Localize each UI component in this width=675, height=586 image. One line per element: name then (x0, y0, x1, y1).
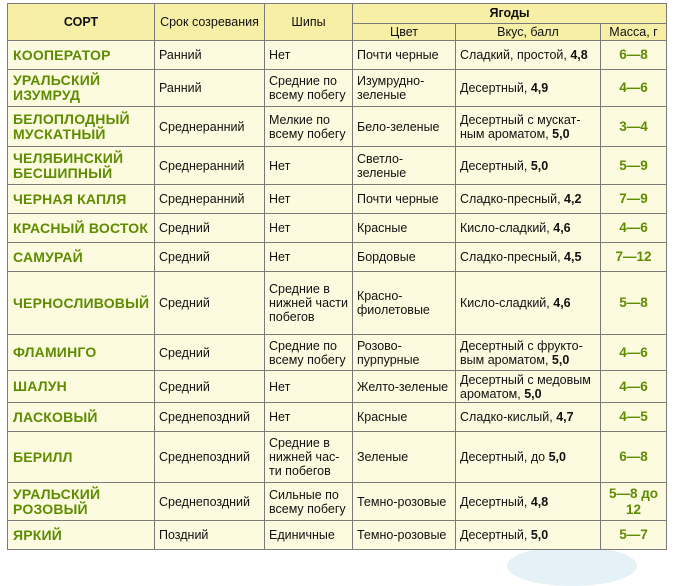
header-variety: СОРТ (8, 4, 155, 41)
taste-cell (456, 371, 601, 403)
variety-name: УРАЛЬСКИЙ РОЗОВЫЙ (8, 483, 155, 521)
table-container (7, 3, 666, 550)
taste-cell (456, 335, 601, 371)
taste-score: 4,6 (553, 221, 571, 235)
mass-cell: 4—5 (601, 403, 667, 432)
variety-name: БЕРИЛЛ (8, 432, 155, 483)
variety-name: УРАЛЬСКИЙ ИЗУМРУД (8, 70, 155, 107)
thorns-cell: Средние по всему побегу (265, 335, 353, 371)
table-row (8, 335, 667, 371)
taste-text: Десертный с медовым ароматом, (460, 372, 591, 401)
table-row (8, 214, 667, 243)
table-row (8, 107, 667, 147)
ripening-cell: Среднепоздний (155, 432, 265, 483)
color-cell: Темно-розовые (353, 521, 456, 550)
taste-cell (456, 147, 601, 185)
header-ripening: Срок созревания (155, 4, 265, 41)
taste-cell (456, 214, 601, 243)
variety-name: ЛАСКОВЫЙ (8, 403, 155, 432)
taste-score: 4,8 (530, 494, 549, 509)
thorns-cell: Нет (265, 214, 353, 243)
mass-cell: 4—6 (601, 371, 667, 403)
thorns-cell: Нет (265, 185, 353, 214)
variety-name: ШАЛУН (8, 371, 155, 403)
table-row (8, 371, 667, 403)
taste-text: Сладко-пресный, (460, 250, 561, 264)
thorns-cell: Средние по всему побегу (265, 70, 353, 107)
taste-text: Десертный, (460, 158, 528, 173)
taste-score: 4,2 (564, 192, 582, 206)
color-cell: Зеленые (353, 432, 456, 483)
variety-name: ЧЕЛЯБИНСКИЙ БЕСШИПНЫЙ (8, 147, 155, 185)
taste-score: 5,0 (548, 450, 566, 464)
taste-score: 5,0 (552, 126, 570, 141)
thorns-cell: Средние в нижней час-ти побегов (265, 432, 353, 483)
color-cell: Красные (353, 403, 456, 432)
color-cell: Изумрудно-зеленые (353, 70, 456, 107)
mass-cell: 5—8 (601, 272, 667, 335)
taste-score: 5,0 (530, 158, 549, 173)
taste-text: Кисло-сладкий, (460, 296, 550, 310)
color-cell: Почти черные (353, 185, 456, 214)
thorns-cell: Сильные по всему побегу (265, 483, 353, 521)
taste-score: 4,8 (570, 48, 588, 62)
taste-cell (456, 243, 601, 272)
color-cell: Бордовые (353, 243, 456, 272)
taste-text: Сладко-кислый, (460, 410, 553, 424)
ripening-cell: Средний (155, 272, 265, 335)
taste-text: Десертный, (460, 81, 528, 95)
mass-cell: 5—7 (601, 521, 667, 550)
taste-cell (456, 403, 601, 432)
taste-score: 4,5 (564, 250, 582, 264)
color-cell: Розово-пурпурные (353, 335, 456, 371)
mass-cell: 4—6 (601, 214, 667, 243)
taste-text: Десертный, (460, 528, 528, 542)
taste-score: 4,9 (530, 81, 549, 95)
mass-cell: 6—8 (601, 432, 667, 483)
ripening-cell: Средний (155, 371, 265, 403)
ripening-cell: Среднепоздний (155, 483, 265, 521)
taste-text: Десертный с фрукто-вым ароматом, (460, 338, 583, 367)
variety-name: ЯРКИЙ (8, 521, 155, 550)
mass-cell: 4—6 (601, 335, 667, 371)
taste-cell (456, 521, 601, 550)
thorns-cell: Мелкие по всему побегу (265, 107, 353, 147)
table-row (8, 185, 667, 214)
table-row (8, 483, 667, 521)
ripening-cell: Ранний (155, 70, 265, 107)
taste-score: 5,0 (530, 528, 549, 542)
color-cell: Светло-зеленые (353, 147, 456, 185)
decorative-background-shape (507, 546, 637, 586)
mass-cell: 7—9 (601, 185, 667, 214)
taste-cell (456, 70, 601, 107)
taste-score: 5,0 (524, 386, 542, 401)
taste-cell (456, 483, 601, 521)
taste-text: Кисло-сладкий, (460, 221, 550, 235)
table-row (8, 70, 667, 107)
thorns-cell: Единичные (265, 521, 353, 550)
mass-cell: 7—12 (601, 243, 667, 272)
color-cell: Красно-фиолетовые (353, 272, 456, 335)
header-berries: Ягоды (353, 4, 667, 24)
variety-name: КООПЕРАТОР (8, 41, 155, 70)
ripening-cell: Средний (155, 214, 265, 243)
thorns-cell: Нет (265, 403, 353, 432)
thorns-cell: Нет (265, 147, 353, 185)
table-row (8, 403, 667, 432)
header-mass: Масса, г (601, 24, 667, 41)
ripening-cell: Поздний (155, 521, 265, 550)
taste-text: Десертный с мускат-ным ароматом, (460, 112, 581, 141)
variety-name: КРАСНЫЙ ВОСТОК (8, 214, 155, 243)
taste-cell (456, 432, 601, 483)
taste-text: Десертный, (460, 494, 528, 509)
taste-text: Сладко-пресный, (460, 192, 561, 206)
taste-score: 4,6 (553, 296, 571, 310)
table-row (8, 243, 667, 272)
variety-name: САМУРАЙ (8, 243, 155, 272)
taste-cell (456, 107, 601, 147)
thorns-cell: Нет (265, 41, 353, 70)
taste-cell (456, 41, 601, 70)
table-row (8, 521, 667, 550)
taste-score: 4,7 (556, 410, 574, 424)
thorns-cell: Нет (265, 371, 353, 403)
color-cell: Желто-зеленые (353, 371, 456, 403)
taste-cell (456, 272, 601, 335)
table-row (8, 41, 667, 70)
ripening-cell: Средний (155, 243, 265, 272)
thorns-cell: Средние в нижней части побегов (265, 272, 353, 335)
taste-score: 5,0 (551, 352, 570, 367)
variety-name: ЧЕРНАЯ КАПЛЯ (8, 185, 155, 214)
table-row (8, 432, 667, 483)
taste-cell (456, 185, 601, 214)
taste-text: Сладкий, простой, (460, 48, 567, 62)
ripening-cell: Среднепоздний (155, 403, 265, 432)
thorns-cell: Нет (265, 243, 353, 272)
color-cell: Бело-зеленые (353, 107, 456, 147)
header-taste: Вкус, балл (456, 24, 601, 41)
table-body (8, 41, 667, 550)
header-color: Цвет (353, 24, 456, 41)
table-row (8, 272, 667, 335)
variety-name: БЕЛОПЛОДНЫЙ МУСКАТНЫЙ (8, 107, 155, 147)
color-cell: Красные (353, 214, 456, 243)
ripening-cell: Среднеранний (155, 107, 265, 147)
gooseberry-varieties-table (7, 3, 667, 550)
variety-name: ФЛАМИНГО (8, 335, 155, 371)
mass-cell: 4—6 (601, 70, 667, 107)
ripening-cell: Среднеранний (155, 147, 265, 185)
ripening-cell: Ранний (155, 41, 265, 70)
color-cell: Почти черные (353, 41, 456, 70)
ripening-cell: Средний (155, 335, 265, 371)
mass-cell: 5—8 до 12 (601, 483, 667, 521)
table-header (8, 4, 667, 41)
color-cell: Темно-розовые (353, 483, 456, 521)
ripening-cell: Среднеранний (155, 185, 265, 214)
table-row (8, 147, 667, 185)
mass-cell: 5—9 (601, 147, 667, 185)
mass-cell: 6—8 (601, 41, 667, 70)
taste-text: Десертный, до (460, 450, 546, 464)
variety-name: ЧЕРНОСЛИВОВЫЙ (8, 272, 155, 335)
header-thorns: Шипы (265, 4, 353, 41)
mass-cell: 3—4 (601, 107, 667, 147)
